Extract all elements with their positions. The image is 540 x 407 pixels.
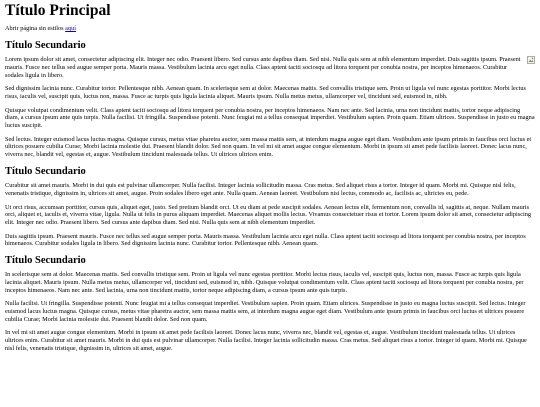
section-heading-3: Título Secundario xyxy=(5,254,86,266)
section-2-paragraph-2: Ut orci risus, accumsan porttitor, cursus quis, aliquet eget, justo. Sed pretium blandit orci. Ut eu diam at pede suscipit sodales. Aenean lectus elit, fermentum non, convallis id, sagittis at, neque. Nullam mauris orci, aliquet et, iaculis et, viverra vitae, ligula. Nulla ut felis in purus aliquam imperdiet. Maecenas aliquet mollis lectus. Vivamus consectetuer risus et tortor. Lorem ipsum dolor sit amet, consectetur adipiscing elit. Integer nec odio. Praesent libero. Sed cursus ante dapibus diam. Sed nisi. Nulla quis sem at nibh elementum imperdiet. xyxy=(5,203,532,226)
section-heading-1: Título Secundario xyxy=(5,39,86,51)
intro-line xyxy=(5,25,535,33)
section-2-paragraph-1: Curabitur sit amet mauris. Morbi in dui quis est pulvinar ullamcorper. Nulla facilisi. Integer lacinia sollicitudin massa. Cras metus. Sed aliquet risus a tortor. Integer id quam. Morbi mi. Quisque nisl felis, venenatis tristique, dignissim in, ultrices sit amet, augue. Proin sodales libero eget ante. Nulla quam. Aenean laoreet. Vestibulum nisi lectus, commodo ac, facilisis ac, ultricies eu, pede. xyxy=(5,182,516,197)
section-3-paragraph-2: Nulla facilisi. Ut fringilla. Suspendisse potenti. Nunc feugiat mi a tellus consequat imperdiet. Vestibulum sapien. Proin quam. Etiam ultrices. Suspendisse in justo eu magna luctus suscipit. Sed lectus. Integer euismod lacus luctus magna. Quisque cursus, metus vitae pharetra auctor, sem massa mattis sem, at interdum magna augue eget diam. Vestibulum ante ipsum primis in faucibus orci luctus et ultrices posuere cubilia Curae; Morbi lacinia molestie dui. Praesent blandit dolor. Sed non quam. xyxy=(5,300,526,323)
section-3-paragraph-1: In scelerisque sem at dolor. Maecenas mattis. Sed convallis tristique sem. Proin ut ligula vel nunc egestas porttitor. Morbi lectus risus, iaculis vel, suscipit quis, luctus non, massa. Fusce ac turpis quis ligula lacinia aliquet. Mauris ipsum. Nulla metus metus, ullamcorper vel, tincidunt sed, euismod in, nibh. Quisque volutpat condimentum velit. Class aptent taciti sociosqu ad litora torquent per conubia nostra, per inceptos himenaeos. Nam nec ante. Sed lacinia, urna non tincidunt mattis, tortor neque adipiscing diam, a cursus ipsum ante quis turpis. xyxy=(5,271,524,294)
broken-image-icon xyxy=(527,56,535,64)
section-2-paragraph-3: Duis sagittis ipsum. Praesent mauris. Fusce nec tellus sed augue semper porta. Mauris massa. Vestibulum lacinia arcu eget nulla. Class aptent taciti sociosqu ad litora torquent per conubia nostra, per inceptos himenaeos. Curabitur sodales ligula in libero. Sed dignissim lacinia nunc. Curabitur tortor. Pellentesque nibh. Aenean quam. xyxy=(5,232,526,248)
intro-text: Abrir página sin estilos xyxy=(5,25,66,33)
section-1-paragraph-1 xyxy=(5,56,535,79)
section-1-paragraph-4: Sed lectus. Integer euismod lacus luctus magna. Quisque cursus, metus vitae pharetra auctor, sem massa mattis sem, at interdum magna augue eget diam. Vestibulum ante ipsum primis in faucibus orci luctus et ultrices posuere cubilia Curae; Morbi lacinia molestie dui. Praesent blandit dolor. Sed non quam. In vel mi sit amet augue congue elementum. Morbi in ipsum sit amet pede facilisis laoreet. Donec lacus nunc, viverra nec, blandit vel, egestas et, augue. Vestibulum tincidunt malesuada tellus. Ut ultrices ultrices enim. xyxy=(5,135,532,158)
section-1-paragraph-3: Quisque volutpat condimentum velit. Class aptent taciti sociosqu ad litora torquent per conubia nostra, per inceptos himenaeos. Nam nec ante. Sed lacinia, urna non tincidunt mattis, tortor neque adipiscing diam, a cursus ipsum ante quis turpis. Nulla facilisi. Ut fringilla. Suspendisse potenti. Nunc feugiat mi a tellus consequat imperdiet. Vestibulum sapien. Proin quam. Etiam ultrices. Suspendisse in justo eu magna luctus suscipit. xyxy=(5,106,535,129)
unstyled-page-link[interactable]: aquí xyxy=(65,25,77,33)
paragraph-text: Lorem ipsum dolor sit amet, consectetur adipiscing elit. Integer nec odio. Praesent libero. Sed cursus ante dapibus diam. Sed nisi. Nulla quis sem at nibh elementum imperdiet. Duis sagittis ipsum. Praesent mauris. Fusce nec tellus sed augue semper porta. Mauris massa. Vestibulum lacinia arcu eget nulla. Class aptent taciti sociosqu ad litora torquent per conubia nostra, per inceptos himenaeos. Curabitur sodales ligula in libero. xyxy=(5,56,521,79)
section-3-paragraph-3: In vel mi sit amet augue congue elementum. Morbi in ipsum sit amet pede facilisis laoreet. Donec lacus nunc, viverra nec, blandit vel, egestas et, augue. Vestibulum tincidunt malesuada tellus. Ut ultrices ultrices enim. Curabitur sit amet mauris. Morbi in dui quis est pulvinar ullamcorper. Nulla facilisi. Integer lacinia sollicitudin massa. Cras metus. Sed aliquet risus a tortor. Integer id quam. Morbi mi. Quisque nisl felis, venenatis tristique, dignissim in, ultrices sit amet, augue. xyxy=(5,329,527,352)
section-heading-2: Título Secundario xyxy=(5,165,86,177)
section-1-paragraph-2: Sed dignissim lacinia nunc. Curabitur tortor. Pellentesque nibh. Aenean quam. In scelerisque sem at dolor. Maecenas mattis. Sed convallis tristique sem. Proin ut ligula vel nunc egestas porttitor. Morbi lectus risus, iaculis vel, suscipit quis, luctus non, massa. Fusce ac turpis quis ligula lacinia aliquet. Mauris ipsum. Nulla metus metus, ullamcorper vel, tincidunt sed, euismod in, nibh. xyxy=(5,85,526,100)
page-title: Título Principal xyxy=(5,2,111,19)
